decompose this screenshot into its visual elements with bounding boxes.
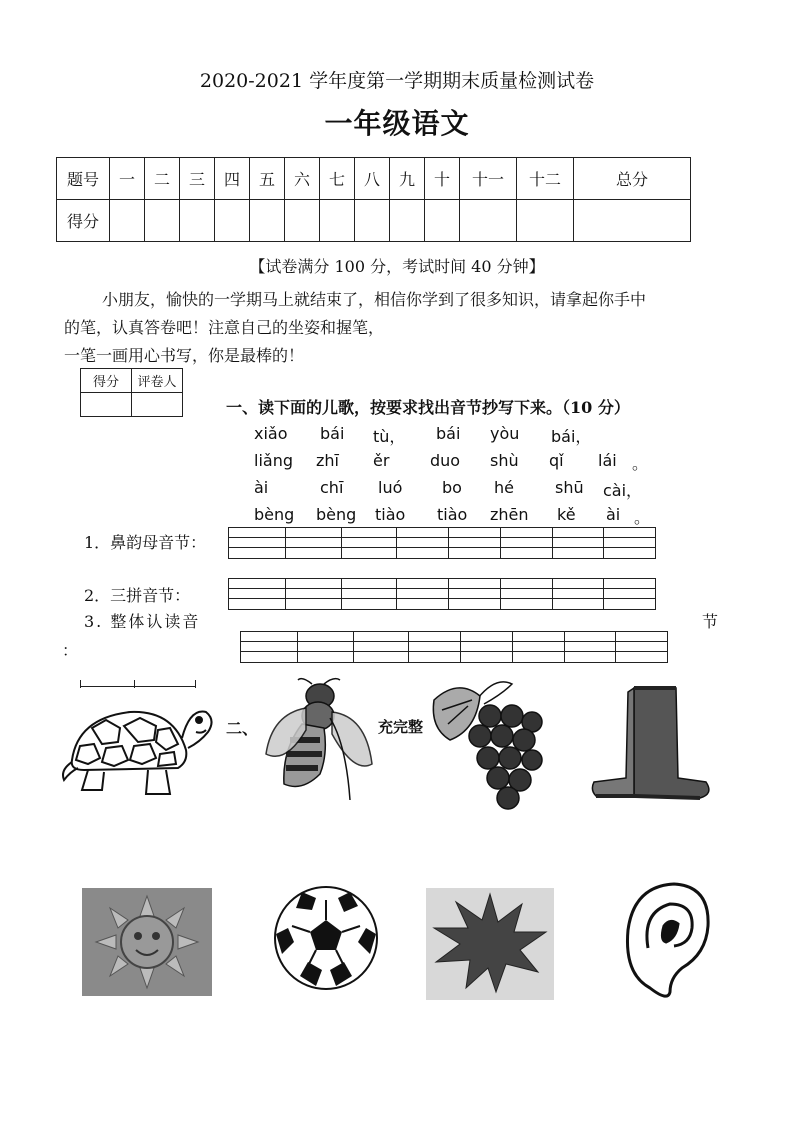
pinyin-syllable: kě	[557, 505, 576, 524]
score-input-cell[interactable]	[355, 200, 390, 242]
intro-paragraph	[64, 286, 734, 370]
q3-label-colon: ：	[62, 641, 79, 660]
cell-total: 总分	[574, 158, 691, 200]
section-1-heading: 一、读下面的儿歌，按要求找出音节抄写下来。（10 分）	[226, 398, 630, 417]
turtle-image	[58, 698, 216, 800]
exam-note: 【试卷满分 100 分，考试时间 40 分钟】	[249, 257, 545, 276]
q1-writing-grid[interactable]	[228, 527, 656, 559]
pinyin-syllable: tù，	[373, 427, 406, 446]
score-input-cell[interactable]	[180, 200, 215, 242]
pinyin-syllable: ài	[606, 505, 621, 524]
pinyin-syllable: cài，	[603, 481, 643, 500]
cell-q2: 二	[145, 158, 180, 200]
grader-score-cell[interactable]	[81, 393, 132, 417]
soccer-ball-image	[272, 884, 380, 992]
score-input-cell[interactable]	[215, 200, 250, 242]
cell-score-label: 得分	[57, 200, 110, 242]
cell-q4: 四	[215, 158, 250, 200]
cell-q10: 十	[425, 158, 460, 200]
q2-label: 2．三拼音节：	[84, 586, 191, 605]
pinyin-syllable: bái	[320, 424, 345, 443]
table-fragment-tick	[134, 680, 135, 688]
pinyin-syllable: bo	[442, 478, 462, 497]
score-input-cell[interactable]	[110, 200, 145, 242]
score-table-header-row	[57, 158, 691, 200]
q2-writing-grid[interactable]	[228, 578, 656, 610]
pinyin-syllable: ěr	[373, 451, 390, 470]
pinyin-syllable: duo	[430, 451, 461, 470]
pinyin-syllable: zhī	[316, 451, 339, 470]
cell-q8: 八	[355, 158, 390, 200]
score-input-cell[interactable]	[320, 200, 355, 242]
pinyin-syllable: shù	[490, 451, 519, 470]
pinyin-syllable: bái，	[551, 427, 592, 446]
score-input-cell[interactable]	[250, 200, 285, 242]
intro-line-3: 一笔一画用心书写，你是最棒的！	[64, 346, 305, 365]
cell-q5: 五	[250, 158, 285, 200]
grader-name-cell[interactable]	[132, 393, 183, 417]
pinyin-syllable: shū	[555, 478, 584, 497]
grader-score-label: 得分	[81, 369, 132, 393]
maple-leaf-image	[426, 888, 554, 1000]
q3-label-tail: 节	[702, 612, 719, 631]
pinyin-syllable: chī	[320, 478, 344, 497]
score-input-cell[interactable]	[517, 200, 574, 242]
score-input-cell[interactable]	[390, 200, 425, 242]
total-input-cell[interactable]	[574, 200, 691, 242]
grapes-image	[428, 670, 552, 812]
score-input-cell[interactable]	[285, 200, 320, 242]
pinyin-syllable: bái	[436, 424, 461, 443]
pinyin-syllable: yòu	[490, 424, 520, 443]
score-table	[56, 157, 691, 242]
bee-image	[262, 674, 374, 806]
subject-title: 一年级语文	[324, 107, 470, 140]
pinyin-syllable: tiào	[437, 505, 468, 524]
table-fragment-tick	[80, 680, 81, 688]
score-input-cell[interactable]	[460, 200, 517, 242]
boots-image	[590, 682, 714, 804]
cell-q11: 十一	[460, 158, 517, 200]
table-fragment-line	[80, 686, 196, 688]
pinyin-syllable: xiǎo	[254, 424, 288, 443]
cell-q1: 一	[110, 158, 145, 200]
pinyin-syllable: ài	[254, 478, 269, 497]
q3-writing-grid[interactable]	[240, 631, 668, 663]
pinyin-syllable: lái	[598, 451, 617, 470]
cell-q7: 七	[320, 158, 355, 200]
pinyin-syllable: 。	[634, 508, 651, 527]
section-2-label: 二、	[226, 719, 259, 738]
pinyin-syllable: 。	[632, 454, 649, 473]
cell-q12: 十二	[517, 158, 574, 200]
pinyin-syllable: bèng	[254, 505, 295, 524]
cell-question-number: 题号	[57, 158, 110, 200]
pinyin-syllable: zhēn	[490, 505, 529, 524]
pinyin-syllable: bèng	[316, 505, 357, 524]
pinyin-syllable: luó	[378, 478, 403, 497]
score-input-cell[interactable]	[145, 200, 180, 242]
cell-q9: 九	[390, 158, 425, 200]
cell-q3: 三	[180, 158, 215, 200]
grader-table	[80, 368, 183, 417]
q3-label: 3. 整体认读音	[84, 612, 201, 631]
table-fragment-tick	[195, 680, 196, 688]
ear-image	[620, 878, 714, 1002]
sun-image	[82, 888, 212, 996]
section-2-overlap-text: 充完整	[378, 718, 424, 736]
score-input-cell[interactable]	[425, 200, 460, 242]
pinyin-syllable: hé	[494, 478, 514, 497]
intro-line-2: 的笔，认真答卷吧！注意自己的坐姿和握笔，	[64, 318, 385, 337]
intro-line-1: 小朋友，愉快的一学期马上就结束了，相信你学到了很多知识，请拿起你手中	[102, 290, 647, 309]
pinyin-syllable: liǎng	[254, 451, 293, 470]
grader-name-label: 评卷人	[132, 369, 183, 393]
cell-q6: 六	[285, 158, 320, 200]
pinyin-syllable: tiào	[375, 505, 406, 524]
q1-label: 1．鼻韵母音节：	[84, 533, 207, 552]
pinyin-syllable: qǐ	[549, 451, 564, 470]
score-table-score-row	[57, 200, 691, 242]
exam-title: 2020-2021 学年度第一学期期末质量检测试卷	[199, 70, 595, 92]
